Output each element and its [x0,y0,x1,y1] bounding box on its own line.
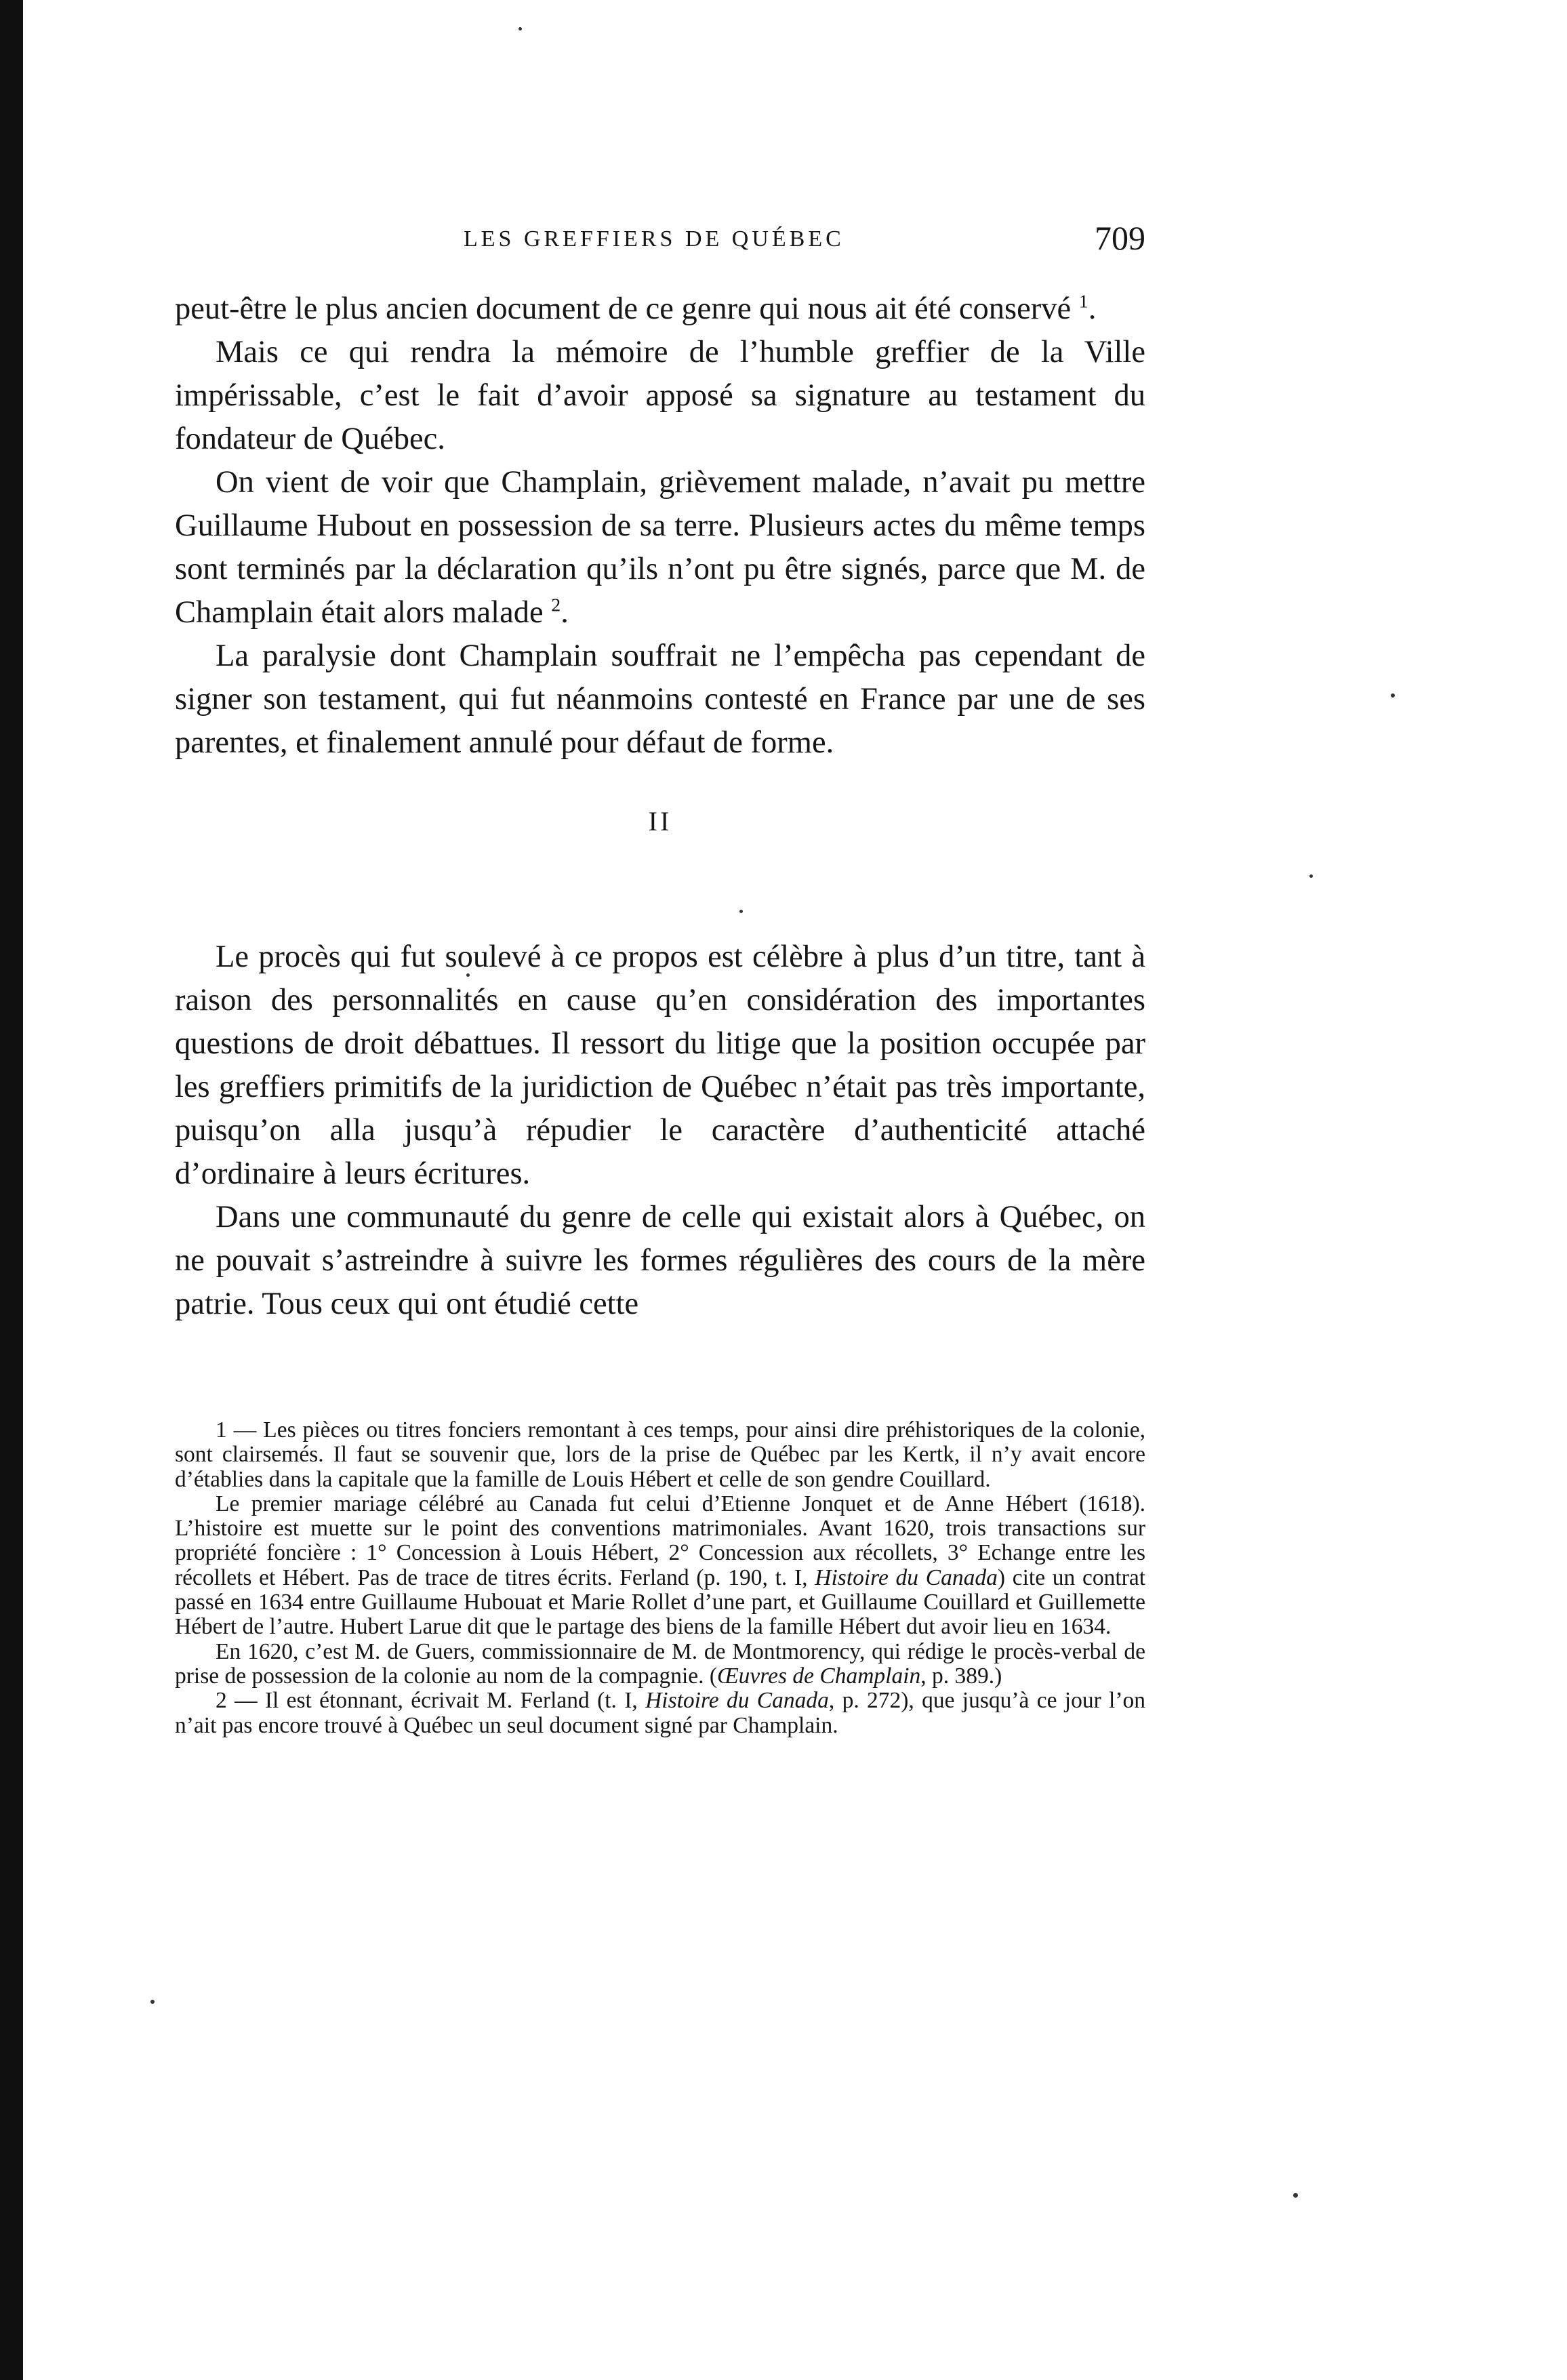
page-header [176,218,1145,266]
footnote-text: , p. 389.) [920,1663,1002,1689]
footnote [175,1492,1145,1640]
scan-speck [1293,2193,1298,2198]
paragraph: On vient de voir que Champlain, grièvement malade, n’avait pu mettre Guillaume Hubout en possession de sa terre. Plusieurs actes du même temps sont terminés par la déclaration qu’ils n’ont pu être signés, parce que M. de Champlain était alors malade $^2$. [175,465,1145,630]
page-number: 709 [1095,219,1145,257]
paragraph-text: On vient de voir que Champlain, grièvement malade, n’avait pu mettre Guillaume Hubout en possession de sa terre. Plusieurs actes du même temps sont terminés par la déclaration qu’ils n’ont pu être signés, parce que M. de Champlain était alors malade [175,465,1145,630]
scan-speck [518,27,522,31]
body-text [175,287,1145,1326]
book-title: Histoire du Canada [815,1565,998,1590]
book-title: Histoire du Canada [645,1688,829,1714]
paragraph: La paralysie dont Champlain souffrait ne l’empêcha pas cependant de signer son testament, qui fut néanmoins contesté en France par une de ses parentes, et finalement annulé pour défaut de forme. [175,639,1145,760]
section-number: II [648,806,672,836]
scan-speck [1391,693,1395,698]
scan-binding-edge [0,0,23,2380]
paragraph: Mais ce qui rendra la mémoire de l’humble greffier de la Ville impérissable, c’est le fait d’avoir apposé sa signature au testament du fondateur de Québec. [175,335,1145,456]
footnote-ref: 1 [1078,291,1088,312]
running-title: LES GREFFIERS DE QUÉBEC [464,226,844,251]
footnote [175,1689,1145,1738]
scan-speck [150,2000,155,2004]
paragraph: Dans une communauté du genre de celle qui existait alors à Québec, on ne pouvait s’astreindre à suivre les formes régulières des cours de la mère patrie. Tous ceux qui ont étudié cette [175,1200,1145,1321]
paragraph: peut-être le plus ancien document de ce genre qui nous ait été conservé $^1$. [175,291,1097,326]
footnote: 1 — Les pièces ou titres fonciers remontant à ces temps, pour ainsi dire préhistoriques de la colonie, sont clairsemés. Il faut se souvenir que, lors de la prise de Québec par les Kertk, il n’y avait encore d’établies dans la capitale que la famille de Louis Hébert et celle de son gendre Couillard. [175,1417,1145,1492]
scan-speck [1309,874,1313,878]
footnote [175,1640,1145,1689]
footnote-text: 2 — Il est étonnant, écrivait M. Ferland (t. I, [216,1688,638,1714]
footnotes [175,1418,1145,1738]
footnote-text: Le premier mariage célébré au Canada fut celui d’Etienne Jonquet et de Anne Hébert (1618). L’histoire est muette sur le point des conventions matrimoniales. Avant 1620, trois transactions sur propriété foncière : 1° Concession à Louis Hébert, 2° Concession aux récollets, 3° Echange entre les récollets et Hébert. Pas de trace de titres écrits. Ferland (p. 190, t. I, [175,1491,1145,1590]
footnote-ref: 2 [551,594,561,616]
footnote-text: ) cite un contrat passé en 1634 entre Guillaume Hubouat et Marie Rollet d’une part, et Guillaume Couillard et Guillemette Hébert de l’autre. Hubert Larue dit que le partage des biens de la famille Hébert dut avoir lieu en 1634. [175,1565,1145,1640]
book-title: Œuvres de Champlain [717,1663,921,1689]
footnote-text: , p. 272), que jusqu’à ce jour l’on n’ait pas encore trouvé à Québec un seul document signé par Champlain. [175,1688,1145,1738]
paragraph-text: peut-être le plus ancien document de ce genre qui nous ait été conservé [175,291,1072,326]
paragraph: Le procès qui fut soulevé à ce propos est célèbre à plus d’un titre, tant à raison des personnalités en cause qu’en considération des importantes questions de droit débattues. Il ressort du litige que la position occupée par les greffiers primitifs de la juridiction de Québec n’était pas très importante, puisqu’on alla jusqu’à répudier le caractère d’authenticité attaché d’ordinaire à leurs écritures. [175,940,1145,1191]
footnote-text: En 1620, c’est M. de Guers, commissionnaire de M. de Montmorency, qui rédige le procès-verbal de prise de possession de la colonie au nom de la compagnie. ( [175,1638,1145,1689]
